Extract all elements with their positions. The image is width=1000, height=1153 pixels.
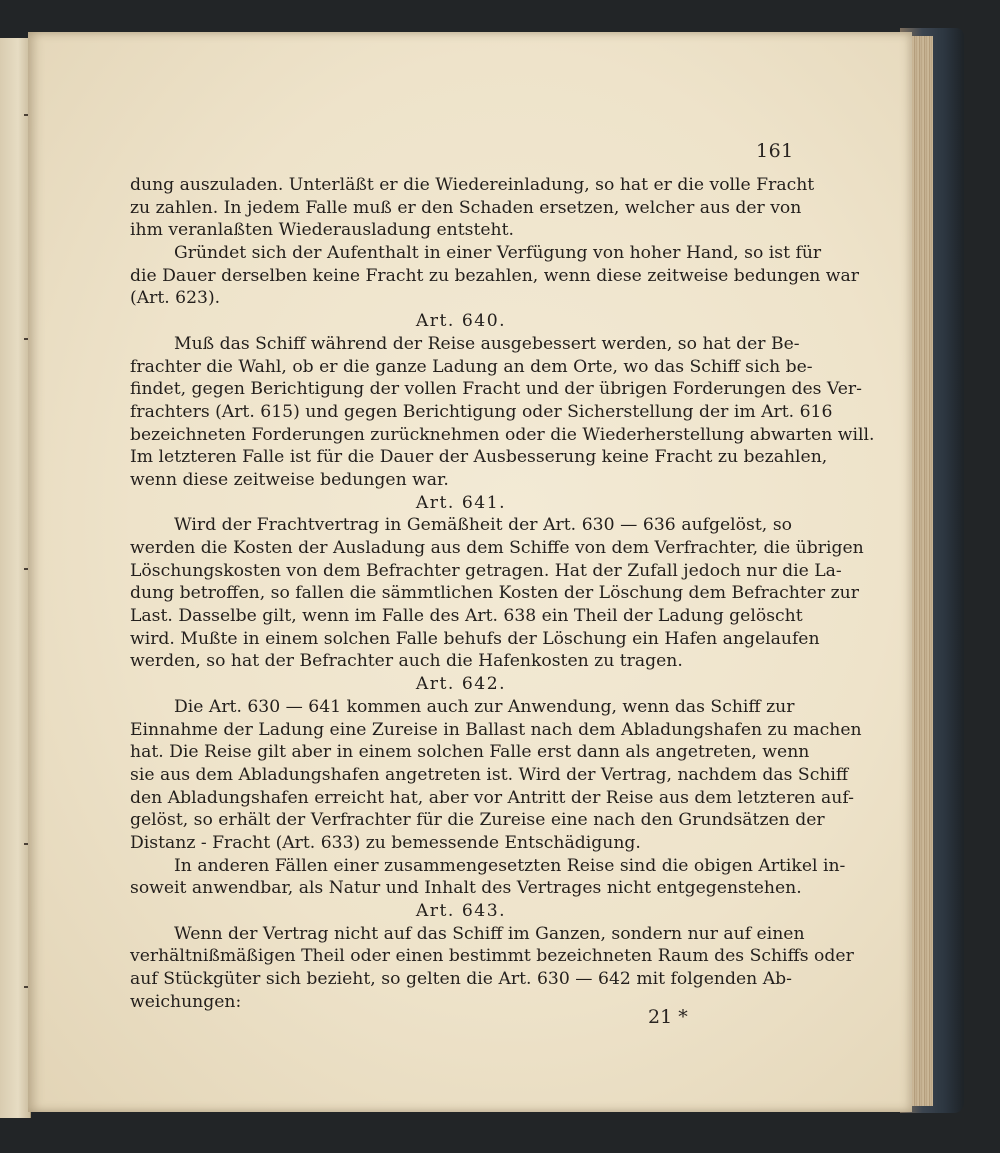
text-line: Last. Dasselbe gilt, wenn im Falle des Art. 638 ein Theil der Ladung gelöscht bbox=[130, 606, 803, 627]
text-line: Die Art. 630 — 641 kommen auch zur Anwendung, wenn das Schiff zur bbox=[174, 696, 795, 717]
text-line: weichungen: bbox=[130, 991, 242, 1012]
text-line: gelöst, so erhält der Verfrachter für die Zureise eine nach den Grundsätzen der bbox=[130, 810, 825, 831]
text-line: Distanz - Fracht (Art. 633) zu bemessende Entschädigung. bbox=[130, 832, 641, 853]
text-line: hat. Die Reise gilt aber in einem solchen Falle erst dann als angetreten, wenn bbox=[130, 742, 810, 763]
text-line: findet, gegen Berichtigung der vollen Fracht und der übrigen Forderungen des Ver- bbox=[130, 379, 862, 400]
text-line: bezeichneten Forderungen zurücknehmen oder die Wiederherstellung abwarten will. bbox=[130, 424, 875, 445]
article-heading: Art. 643. bbox=[415, 901, 507, 921]
text-line: In anderen Fällen einer zusammengesetzten Reise sind die obigen Artikel in- bbox=[174, 855, 846, 876]
text-line: verhältnißmäßigen Theil oder einen bestimmt bezeichneten Raum des Schiffs oder bbox=[130, 946, 854, 967]
article-heading: Art. 642. bbox=[415, 674, 507, 695]
text-line: Einnahme der Ladung eine Zureise in Ballast nach dem Abladungshafen zu machen bbox=[130, 719, 862, 740]
text-line: wenn diese zeitweise bedungen war. bbox=[130, 469, 449, 490]
article-heading: Art. 640. bbox=[415, 311, 507, 332]
signature-mark: 21 * bbox=[648, 1006, 688, 1028]
text-line: die Dauer derselben keine Fracht zu bezahlen, wenn diese zeitweise bedungen war bbox=[130, 265, 859, 286]
text-line: dung auszuladen. Unterläßt er die Wiedereinladung, so hat er die volle Fracht bbox=[130, 175, 815, 195]
text-line: frachters (Art. 615) und gegen Berichtigung oder Sicherstellung der im Art. 616 bbox=[130, 401, 833, 422]
page-body bbox=[130, 174, 875, 1013]
text-line: sie aus dem Abladungshafen angetreten ist. Wird der Vertrag, nachdem das Schiff bbox=[130, 764, 849, 785]
text-line: zu zahlen. In jedem Falle muß er den Schaden ersetzen, welcher aus der von bbox=[130, 197, 802, 218]
text-line: Im letzteren Falle ist für die Dauer der Ausbesserung keine Fracht zu bezahlen, bbox=[130, 447, 828, 468]
text-line: Wird der Frachtvertrag in Gemäßheit der Art. 630 — 636 aufgelöst, so bbox=[174, 515, 792, 536]
text-line: werden, so hat der Befrachter auch die Hafenkosten zu tragen. bbox=[130, 651, 683, 672]
text-line: werden die Kosten der Ausladung aus dem Schiffe von dem Verfrachter, die übrigen bbox=[130, 538, 864, 558]
text-line: Wenn der Vertrag nicht auf das Schiff im Ganzen, sondern nur auf einen bbox=[174, 923, 805, 944]
text-line: soweit anwendbar, als Natur und Inhalt des Vertrages nicht entgegenstehen. bbox=[130, 878, 802, 899]
text-line: wird. Mußte in einem solchen Falle behufs der Löschung ein Hafen angelaufen bbox=[130, 628, 820, 649]
text-line: auf Stückgüter sich bezieht, so gelten die Art. 630 — 642 mit folgenden Ab- bbox=[130, 969, 792, 990]
text-line: Löschungskosten von dem Befrachter getragen. Hat der Zufall jedoch nur die La- bbox=[130, 560, 842, 581]
text-line: den Abladungshafen erreicht hat, aber vor Antritt der Reise aus dem letzteren auf- bbox=[130, 787, 854, 808]
text-line: ihm veranlaßten Wiederausladung entsteht. bbox=[130, 220, 514, 241]
text-line: frachter die Wahl, ob er die ganze Ladung an dem Orte, wo das Schiff sich be- bbox=[130, 356, 813, 377]
facing-page-edge bbox=[0, 38, 31, 1118]
text-line: (Art. 623). bbox=[130, 288, 221, 309]
article-heading: Art. 641. bbox=[415, 492, 507, 513]
page-number: 161 bbox=[756, 140, 794, 162]
text-line: dung betroffen, so fallen die sämmtlichen Kosten der Löschung dem Befrachter zur bbox=[130, 583, 859, 604]
text-line: Gründet sich der Aufenthalt in einer Verfügung von hoher Hand, so ist für bbox=[174, 243, 822, 264]
text-line: Muß das Schiff während der Reise ausgebessert werden, so hat der Be- bbox=[174, 333, 800, 354]
